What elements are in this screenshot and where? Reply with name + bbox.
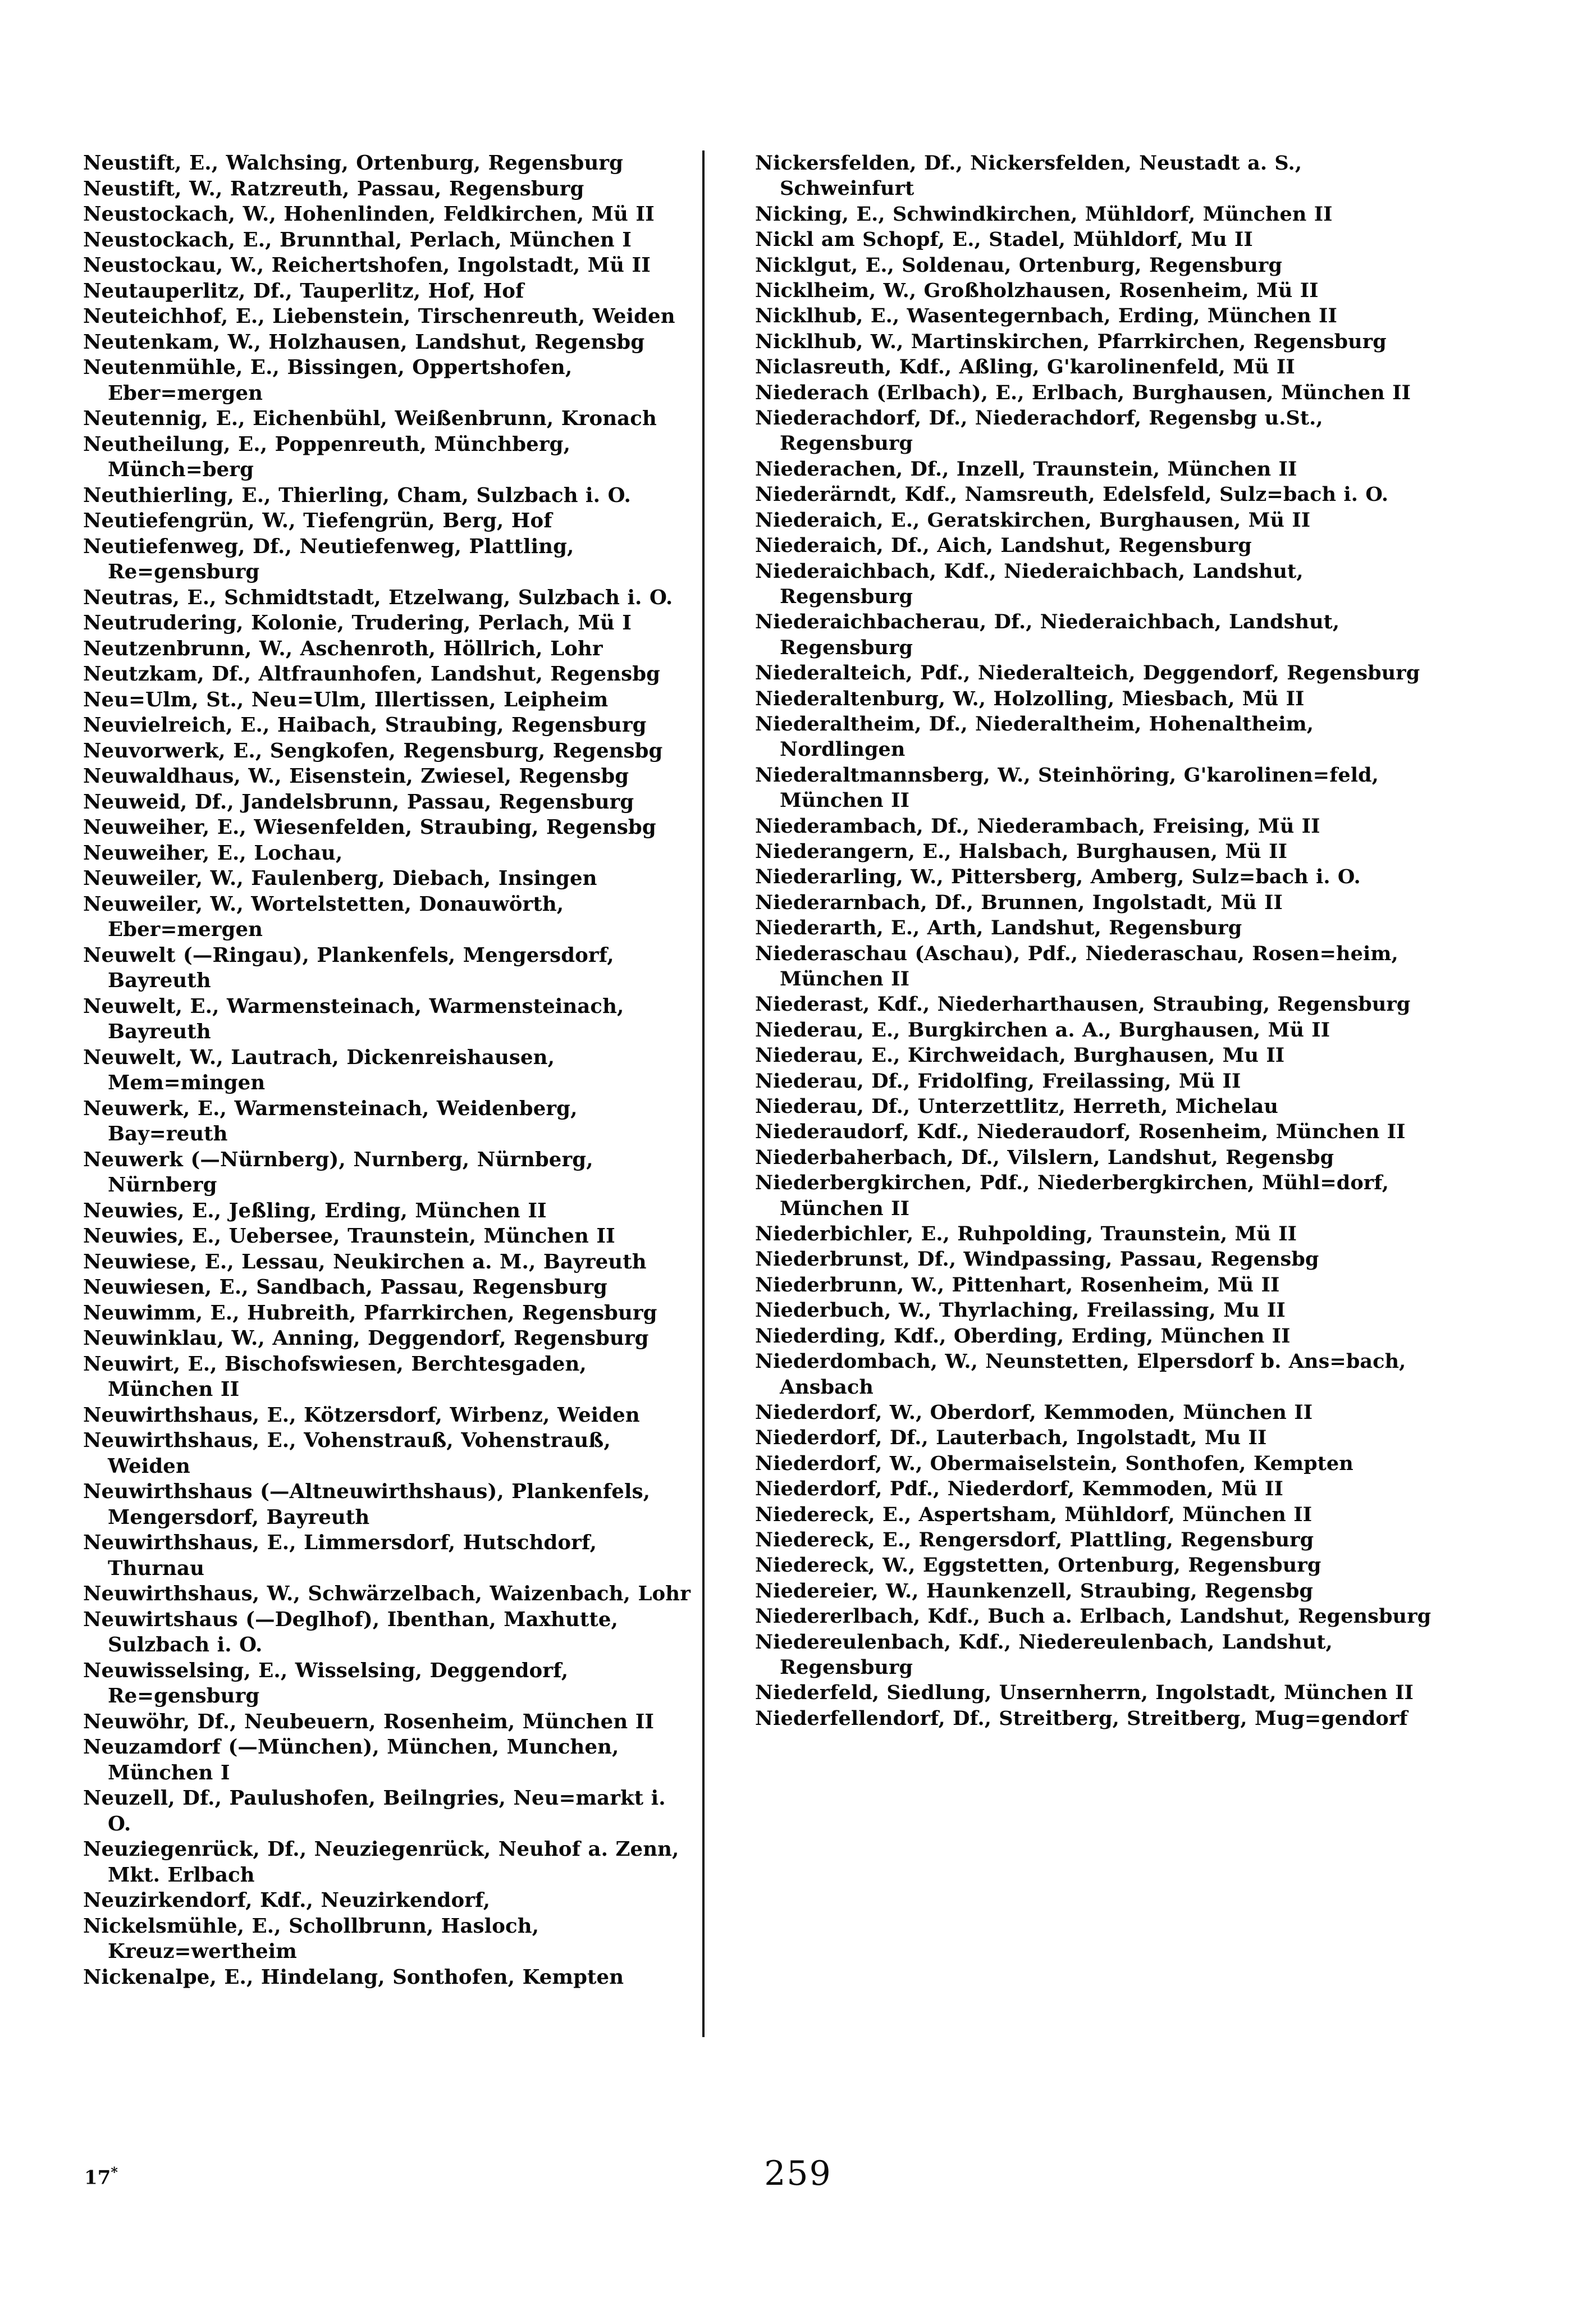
gazetteer-entry: Niederaltenburg, W., Holzolling, Miesbach, Mü II — [755, 687, 1305, 710]
gazetteer-entry: Neuzirkendorf, Kdf., Neuzirkendorf, — [83, 1889, 491, 1912]
gazetteer-entry: Niedererlbach, Kdf., Buch a. Erlbach, Landshut, Regensburg — [755, 1605, 1432, 1628]
gazetteer-entry: Niedereier, W., Haunkenzell, Straubing, Regensbg — [755, 1579, 1314, 1603]
gazetteer-entry: Neuwimm, E., Hubreith, Pfarrkirchen, Regensburg — [83, 1301, 657, 1325]
gazetteer-entry: Neuvielreich, E., Haibach, Straubing, Regensburg — [83, 714, 647, 737]
gazetteer-entry: Niederambach, Df., Niederambach, Freising, Mü II — [755, 814, 1320, 838]
gazetteer-entry: Neutenkam, W., Holzhausen, Landshut, Regensbg — [83, 330, 645, 354]
gazetteer-entry: Niclasreuth, Kdf., Aßling, G'karolinenfeld, Mü II — [755, 355, 1295, 379]
gazetteer-entry: Neuwirthshaus, E., Vohenstrauß, Vohenstrauß, Weiden — [83, 1429, 611, 1478]
gazetteer-entry: Niederaichbacherau, Df., Niederaichbach, Landshut, Regensburg — [755, 610, 1340, 659]
page-number: 259 — [764, 2154, 832, 2193]
gazetteer-entry: Nicklgut, E., Soldenau, Ortenburg, Regensburg — [755, 253, 1283, 277]
gazetteer-entry: Neutiefenweg, Df., Neutiefenweg, Plattling, Re=gensburg — [83, 535, 574, 583]
gazetteer-entry: Niederau, Df., Unterzettlitz, Herreth, Michelau — [755, 1095, 1278, 1119]
gazetteer-entry: Niederachdorf, Df., Niederachdorf, Regensbg u.St., Regensburg — [755, 407, 1323, 455]
gazetteer-entry: Neuwelt, E., Warmensteinach, Warmensteinach, Bayreuth — [83, 994, 624, 1043]
gazetteer-entry: Neuzamdorf (—München), München, Munchen, München I — [83, 1736, 619, 1784]
gazetteer-entry: Niedereck, E., Rengersdorf, Plattling, Regensburg — [755, 1528, 1314, 1551]
gazetteer-entry: Neuwelt, W., Lautrach, Dickenreishausen, Mem=mingen — [83, 1046, 555, 1094]
gazetteer-entry: Niederaich, Df., Aich, Landshut, Regensburg — [755, 534, 1252, 558]
gazetteer-entry: Niederbrunst, Df., Windpassing, Passau, Regensbg — [755, 1248, 1319, 1271]
gazetteer-entry: Neuwiese, E., Lessau, Neukirchen a. M., Bayreuth — [83, 1250, 647, 1273]
gazetteer-entry: Neuziegenrück, Df., Neuziegenrück, Neuhof a. Zenn, Mkt. Erlbach — [83, 1838, 679, 1887]
gazetteer-entry: Niederaltheim, Df., Niederaltheim, Hohenaltheim, Nordlingen — [755, 712, 1314, 761]
gazetteer-entry: Nicklhub, E., Wasentegernbach, Erding, München II — [755, 304, 1337, 328]
gazetteer-entry: Niederast, Kdf., Niederharthausen, Straubing, Regensburg — [755, 993, 1411, 1016]
gazetteer-entry: Niedereck, E., Aspertsham, Mühldorf, München II — [755, 1503, 1313, 1526]
gazetteer-entry: Neustockach, W., Hohenlinden, Feldkirchen, Mü II — [83, 203, 655, 226]
gazetteer-entry: Nickelsmühle, E., Schollbrunn, Hasloch, Kreuz=wertheim — [83, 1914, 539, 1963]
gazetteer-entry: Neuvorwerk, E., Sengkofen, Regensburg, Regensbg — [83, 739, 663, 763]
gazetteer-entry: Neuwerk (—Nürnberg), Nurnberg, Nürnberg, Nürnberg — [83, 1148, 593, 1197]
gazetteer-entry: Neuweid, Df., Jandelsbrunn, Passau, Regensburg — [83, 790, 634, 814]
gazetteer-entry: Niederarnbach, Df., Brunnen, Ingolstadt, Mü II — [755, 891, 1283, 914]
gazetteer-entry: Niederach (Erlbach), E., Erlbach, Burghausen, München II — [755, 381, 1411, 404]
gazetteer-entry: Niederarth, E., Arth, Landshut, Regensburg — [755, 916, 1242, 940]
gazetteer-entry: Neustockau, W., Reichertshofen, Ingolstadt, Mü II — [83, 254, 651, 277]
signature-asterisk: * — [111, 2164, 118, 2180]
gazetteer-entry: Nickersfelden, Df., Nickersfelden, Neustadt a. S., Schweinfurt — [755, 152, 1302, 200]
gazetteer-entry: Neuweiher, E., Lochau, — [83, 841, 343, 865]
gazetteer-entry: Neuweiher, E., Wiesenfelden, Straubing, Regensbg — [83, 816, 656, 839]
gazetteer-entry: Neuwirthshaus, W., Schwärzelbach, Waizenbach, Lohr — [83, 1582, 691, 1605]
gazetteer-entry: Niederfeld, Siedlung, Unsernherrn, Ingolstadt, München II — [755, 1681, 1414, 1705]
gazetteer-entry: Neuweiler, W., Faulenberg, Diebach, Insingen — [83, 867, 597, 890]
page-footer — [0, 2154, 1596, 2204]
two-column-body — [0, 150, 1596, 2037]
gazetteer-entry: Nickl am Schopf, E., Stadel, Mühldorf, Mu II — [755, 228, 1253, 252]
gazetteer-entry: Niederdorf, Df., Lauterbach, Ingolstadt, Mu II — [755, 1426, 1267, 1450]
gazetteer-entry: Neuthierling, E., Thierling, Cham, Sulzbach i. O. — [83, 483, 631, 507]
gazetteer-entry: Niederbichler, E., Ruhpolding, Traunstein, Mü II — [755, 1222, 1297, 1246]
gazetteer-entry: Neutennig, E., Eichenbühl, Weißenbrunn, Kronach — [83, 407, 657, 430]
gazetteer-entry: Neu=Ulm, St., Neu=Ulm, Illertissen, Leipheim — [83, 688, 609, 711]
gazetteer-entry: Neuwirtshaus (—Deglhof), Ibenthan, Maxhutte, Sulzbach i. O. — [83, 1608, 618, 1656]
gazetteer-entry: Niederdorf, W., Obermaiselstein, Sonthofen, Kempten — [755, 1451, 1353, 1475]
gazetteer-entry: Niederbrunn, W., Pittenhart, Rosenheim, Mü II — [755, 1273, 1280, 1296]
gazetteer-entry: Neuweiler, W., Wortelstetten, Donauwörth, Eber=mergen — [83, 892, 564, 941]
gazetteer-entry: Neutiefengrün, W., Tiefengrün, Berg, Hof — [83, 509, 552, 532]
gazetteer-entry: Nicklhub, W., Martinskirchen, Pfarrkirchen, Regensburg — [755, 330, 1387, 353]
gazetteer-entry: Niedereulenbach, Kdf., Niedereulenbach, Landshut, Regensburg — [755, 1630, 1333, 1679]
gazetteer-entry: Neustockach, E., Brunnthal, Perlach, München I — [83, 228, 632, 252]
gazetteer-entry: Nickenalpe, E., Hindelang, Sonthofen, Kempten — [83, 1965, 624, 1989]
gazetteer-entry: Niederdorf, Pdf., Niederdorf, Kemmoden, Mü II — [755, 1477, 1283, 1501]
gazetteer-entry: Neutzkam, Df., Altfraunhofen, Landshut, Regensbg — [83, 663, 661, 686]
gazetteer-entry: Niederau, E., Kirchweidach, Burghausen, Mu II — [755, 1044, 1285, 1067]
signature-number: 17 — [84, 2166, 111, 2189]
gazetteer-entry: Niederdombach, W., Neunstetten, Elpersdorf b. Ans=bach, Ansbach — [755, 1350, 1406, 1399]
gazetteer-entry: Neuwisselsing, E., Wisselsing, Deggendorf, Re=gensburg — [83, 1659, 569, 1708]
gazetteer-entry: Niederaschau (Aschau), Pdf., Niederaschau, Rosen=heim, München II — [755, 942, 1398, 990]
gazetteer-entry: Niederau, Df., Fridolfing, Freilassing, Mü II — [755, 1069, 1241, 1093]
gazetteer-entry: Neutauperlitz, Df., Tauperlitz, Hof, Hof — [83, 279, 524, 303]
gazetteer-entry: Niederärndt, Kdf., Namsreuth, Edelsfeld, Sulz=bach i. O. — [755, 483, 1389, 506]
gazetteer-entry: Neuwirt, E., Bischofswiesen, Berchtesgaden, München II — [83, 1352, 587, 1401]
gazetteer-entry: Niederaichbach, Kdf., Niederaichbach, Landshut, Regensburg — [755, 559, 1304, 608]
gazetteer-entry: Neutheilung, E., Poppenreuth, Münchberg, Münch=berg — [83, 432, 571, 481]
gazetteer-entry: Niederaich, E., Geratskirchen, Burghausen, Mü II — [755, 508, 1311, 532]
gazetteer-entry: Nicklheim, W., Großholzhausen, Rosenheim, Mü II — [755, 279, 1319, 303]
gazetteer-entry: Nicking, E., Schwindkirchen, Mühldorf, München II — [755, 202, 1333, 226]
gazetteer-entry: Neustift, E., Walchsing, Ortenburg, Regensburg — [83, 152, 624, 175]
gazetteer-entry: Neutenmühle, E., Bissingen, Oppertshofen, Eber=mergen — [83, 356, 573, 405]
gazetteer-entry: Niederbaherbach, Df., Vilslern, Landshut, Regensbg — [755, 1145, 1334, 1169]
gazetteer-entry: Niederau, E., Burgkirchen a. A., Burghausen, Mü II — [755, 1018, 1330, 1042]
gazetteer-entry: Niederbuch, W., Thyrlaching, Freilassing, Mu II — [755, 1299, 1286, 1322]
gazetteer-entry: Neutrudering, Kolonie, Trudering, Perlach, Mü I — [83, 611, 632, 634]
gazetteer-entry: Neuteichhof, E., Liebenstein, Tirschenreuth, Weiden — [83, 305, 675, 328]
gazetteer-entry: Neutzenbrunn, W., Aschenroth, Höllrich, Lohr — [83, 637, 603, 660]
gazetteer-entry: Niederalteich, Pdf., Niederalteich, Deggendorf, Regensburg — [755, 661, 1420, 685]
gazetteer-entry: Neuwöhr, Df., Neubeuern, Rosenheim, München II — [83, 1710, 655, 1733]
gazetteer-entry: Neustift, W., Ratzreuth, Passau, Regensburg — [83, 177, 584, 200]
gazetteer-entry: Niederarling, W., Pittersberg, Amberg, Sulz=bach i. O. — [755, 865, 1361, 889]
gazetteer-entry: Niederangern, E., Halsbach, Burghausen, Mü II — [755, 839, 1288, 863]
gazetteer-entry: Neuwerk, E., Warmensteinach, Weidenberg, Bay=reuth — [83, 1097, 578, 1145]
right-column — [705, 150, 1451, 1731]
gazetteer-entry: Neuwaldhaus, W., Eisenstein, Zwiesel, Regensbg — [83, 765, 629, 788]
gazetteer-entry: Neuwies, E., Uebersee, Traunstein, München II — [83, 1225, 615, 1248]
gazetteer-entry: Niederbergkirchen, Pdf., Niederbergkirchen, Mühl=dorf, München II — [755, 1171, 1389, 1220]
gazetteer-entry: Neuwirthshaus, E., Limmersdorf, Hutschdorf, Thurnau — [83, 1531, 597, 1580]
gazetteer-entry: Neuwinklau, W., Anning, Deggendorf, Regensburg — [83, 1327, 649, 1350]
gazetteer-entry: Neutras, E., Schmidtstadt, Etzelwang, Sulzbach i. O. — [83, 586, 673, 609]
gazetteer-entry: Neuwirthshaus (—Altneuwirthshaus), Plankenfels, Mengersdorf, Bayreuth — [83, 1480, 651, 1529]
gazetteer-entry: Niederdorf, W., Oberdorf, Kemmoden, München II — [755, 1400, 1313, 1424]
gazetteer-entry: Neuwelt (—Ringau), Plankenfels, Mengersdorf, Bayreuth — [83, 943, 614, 992]
gazetteer-entry: Neuwies, E., Jeßling, Erding, München II — [83, 1199, 547, 1222]
gazetteer-entry: Niederding, Kdf., Oberding, Erding, München II — [755, 1324, 1291, 1348]
gazetteer-entry: Neuzell, Df., Paulushofen, Beilngries, Neu=markt i. O. — [83, 1787, 666, 1836]
left-column — [0, 150, 699, 1990]
gazetteer-entry: Niederfellendorf, Df., Streitberg, Streitberg, Mug=gendorf — [755, 1706, 1408, 1730]
gazetteer-entry: Neuwirthshaus, E., Kötzersdorf, Wirbenz, Weiden — [83, 1403, 640, 1427]
gazetteer-entry: Niederaudorf, Kdf., Niederaudorf, Rosenheim, München II — [755, 1120, 1406, 1144]
gazetteer-entry: Niedereck, W., Eggstetten, Ortenburg, Regensburg — [755, 1554, 1321, 1577]
gazetteer-entry: Niederaltmannsberg, W., Steinhöring, G'karolinen=feld, München II — [755, 763, 1379, 812]
gazetteer-entry: Neuwiesen, E., Sandbach, Passau, Regensburg — [83, 1276, 607, 1299]
gazetteer-entry: Niederachen, Df., Inzell, Traunstein, München II — [755, 457, 1297, 481]
